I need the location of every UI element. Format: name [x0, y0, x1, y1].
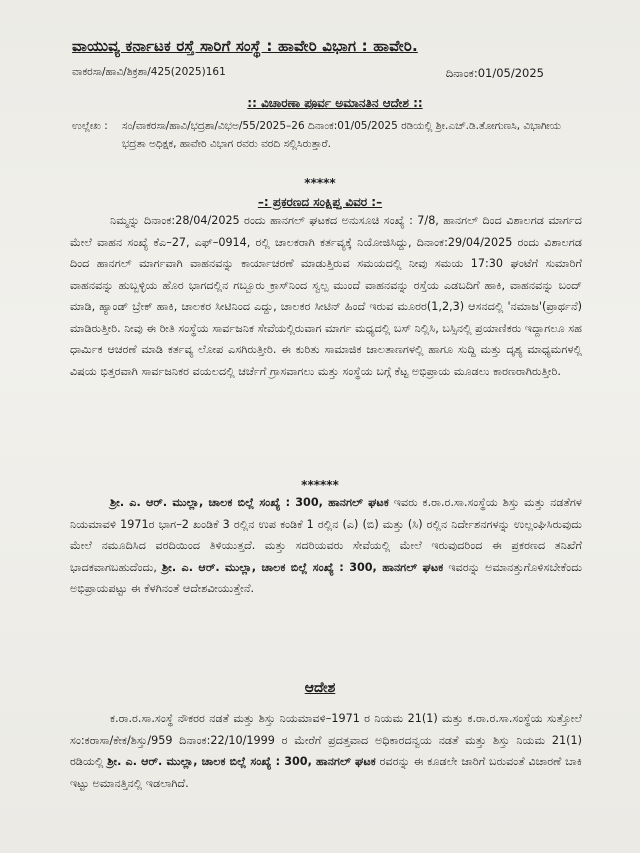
section-title: –: ಪ್ರಕರಣದ ಸಂಕ್ಷಿಪ್ತ ವಿವರ :– [257, 195, 383, 209]
finding-paragraph [70, 492, 582, 600]
case-summary-paragraph: ನಿಮ್ಮನ್ನು ದಿನಾಂಕ:28/04/2025 ರಂದು ಹಾನಗಲ್ ಘಟಕದ ಅನುಸೂಚಿ ಸಂಖ್ಯೆ : 7/8, ಹಾನಗಲ್ ದಿಂದ ವಿಶಾಲಗಡ ಮಾರ್ಗದ ಮೇಲೆ ವಾಹನ ಸಂಖ್ಯೆ ಕೆಎ–27, ಎಫ್–0914, ರಲ್ಲಿ ಚಾಲಕರಾಗಿ ಕರ್ತವ್ಯಕ್ಕೆ ನಿಯೋಜಿಸಿದ್ದು, ದಿನಾಂಕ:29/04/2025 ರಂದು ವಿಶಾಲಗಡ ದಿಂದ ಹಾನಗಲ್ ಮಾರ್ಗವಾಗಿ ವಾಹನವನ್ನು ಕಾರ್ಯಾಚರಣೆ ಮಾಡುತ್ತಿರುವ ಸಮಯದಲ್ಲಿ ನೀವು ಸಮಯ 17:30 ಘಂಟೆಗೆ ಸುಮಾರಿಗೆ ವಾಹನವನ್ನು ಹುಬ್ಬಳ್ಳಿಯ ಹೊರ ಭಾಗದಲ್ಲಿನ ಗಬ್ಬೂರು ಕ್ರಾಸ್‌ನಿಂದ ಸ್ವಲ್ಪ ಮುಂದೆ ವಾಹನವನ್ನು ರಸ್ತೆಯ ಎಡಬದಿಗೆ ಹಾಕಿ, ವಾಹನವನ್ನು ಬಂದ್ ಮಾಡಿ, ಹ್ಯಾಂಡ್ ಬ್ರೇಕ್ ಹಾಕಿ, ಚಾಲಕರ ಸೀಟಿನಿಂದ ಎದ್ದು, ಚಾಲಕರ ಸೀಟಿನ್ ಹಿಂದೆ ಇರುವ ಮೂರರ(1,2,3) ಆಸನದಲ್ಲಿ 'ನಮಾಜ'(ಪ್ರಾರ್ಥನೆ) ಮಾಡಿರುತ್ತೀರಿ. ನೀವು ಈ ರೀತಿ ಸಂಸ್ಥೆಯ ಸಾರ್ವಜನಿಕ ಸೇವೆಯಲ್ಲಿರುವಾಗ ಮಾರ್ಗ ಮಧ್ಯದಲ್ಲಿ ಬಸ್ ನಿಲ್ಲಿಸಿ, ಬಸ್ಸಿನಲ್ಲಿ ಪ್ರಯಾಣಿಕರು ಇದ್ದಾಗಲೂ ಸಹ ಧಾರ್ಮಿಕ ಆಚರಣೆ ಮಾಡಿ ಕರ್ತವ್ಯ ಲೋಪ ಎಸಗಿರುತ್ತೀರಿ. ಈ ಕುರಿತು ಸಾಮಾಜಿಕ ಜಾಲತಾಣಗಳಲ್ಲಿ ಹಾಗೂ ಸುದ್ದಿ ಮತ್ತು ದೃಶ್ಯ ಮಾಧ್ಯಮಗಳಲ್ಲಿ ವಿಷಯ ಭಿತ್ತರವಾಗಿ ಸಾರ್ವಜನಿಕರ ವಯಲದಲ್ಲಿ ಚರ್ಚೆಗೆ ಗ್ರಾಸವಾಗಲು ಮತ್ತು ಸಂಸ್ಥೆಯ ಬಗ್ಗೆ ಕೆಟ್ಟ ಅಭಿಪ್ರಾಯ ಮೂಡಲು ಕಾರಣರಾಗಿರುತ್ತೀರಿ. [70, 214, 582, 378]
order-heading: ಆದೇಶ [304, 680, 336, 696]
order-date: ದಿನಾಂಕ:01/05/2025 [445, 66, 544, 80]
employee-name: ಶ್ರೀ. ಎ. ಆರ್. ಮುಲ್ಲಾ, ಚಾಲಕ ಬಿಲ್ಲೆ ಸಂಖ್ಯೆ : 300, ಹಾನಗಲ್ ಘಟಕ [162, 560, 444, 574]
order-title: :: ವಿಚಾರಣಾ ಪೂರ್ವ ಅಮಾನತಿನ ಆದೇಶ :: [247, 96, 423, 110]
organization-header: ವಾಯುವ್ಯ ಕರ್ನಾಟಕ ರಸ್ತೆ ಸಾರಿಗೆ ಸಂಸ್ಥೆ : ಹಾವೇರಿ ವಿಭಾಗ : ಹಾವೇರಿ. [72, 37, 418, 55]
finding-text: ಇವರು ಕ.ರಾ.ರ.ಸಾ.ಸಂಸ್ಥೆಯ ಶಿಸ್ತು ಮತ್ತು ನಡತೆಗಳ ನಿಯಮಾವಳಿ 1971ರ ಭಾಗ–2 ಖಂಡಿಕೆ 3 ರಲ್ಲಿನ ಉಪ ಕಂಡಿಕೆ 1 ರಲ್ಲಿನ (ಎ) (ಬಿ) ಮತ್ತು (ಸಿ) ರಲ್ಲಿನ ನಿರ್ದೇಶನಗಳನ್ನು ಉಲ್ಲಂಘಿಸಿರುವುದು ಮೇಲೆ ನಮೂದಿಸಿದ ವರದಿಯಿಂದ ತಿಳಿಯುತ್ತದೆ. ಮತ್ತು ಸದರಿಯವರು ಸೇವೆಯಲ್ಲಿ ಮೇಲೆ ಇರುವುದರಿಂದ ಈ ಪ್ರಕರಣದ ತನಿಖೆಗೆ ಭಾದಕವಾಗಬಹುದೆಂದು, [70, 496, 582, 574]
reference-label: ಉಲ್ಲೇಖ : [72, 120, 108, 132]
reference-text: ಸಂ/ವಾಕರಸಾ/ಹಾವಿ/ಭದ್ರಶಾ/ವಿಭಅ/55/2025–26 ದಿನಾಂಕ:01/05/2025 ರಡಿಯಲ್ಲಿ ಶ್ರೀ.ಎಚ್.ಡಿ.ತೋಗುಣಸಿ, ವಿಭಾಗೀಯ ಭದ್ರತಾ ಅಧಿಕ್ಷಕ, ಹಾವೇರಿ ವಿಭಾಗ ರವರು ವರದಿ ಸಲ್ಲಿಸಿರುತ್ತಾರೆ. [122, 120, 562, 150]
finding-text: ಇವರನ್ನು ಅಮಾನತ್ತುಗೊಳಿಸಬೇಕೆಂದು ಅಭಿಪ್ರಾಯಪಟ್ಟು ಈ ಕೆಳಗಿನಂತೆ ಆದೇಶವೀಯುತ್ತೇನೆ. [70, 560, 583, 595]
employee-name: ಶ್ರೀ. ಎ. ಆರ್. ಮುಲ್ಲಾ, ಚಾಲಕ ಬಿಲ್ಲೆ ಸಂಖ್ಯೆ : 300, ಹಾನಗಲ್ ಘಟಕ [107, 755, 376, 768]
order-text: ಕ.ರಾ.ರ.ಸಾ.ಸಂಸ್ಥೆ ನೌಕರರ ನಡತೆ ಮತ್ತು ಶಿಸ್ತು ನಿಯಮಾವಳಿ–1971 ರ ನಿಯಮ 21(1) ಮತ್ತು ಕ.ರಾ.ರ.ಸಾ.ಸಂಸ್ಥೆಯ ಸುತ್ತೋಲೆ ಸಂ:ಕರಾಸಾ/ಕೇಕ/ಶಿಸ್ತು/959 ದಿನಾಂಕ:22/10/1999 ರ ಮೇರೆಗೆ ಪ್ರದತ್ತವಾದ ಅಧಿಕಾರದನ್ವಯ ನಡತೆ ಮತ್ತು ಶಿಸ್ತು ನಿಯಮ 21(1) ರಡಿಯಲ್ಲಿ [70, 712, 582, 768]
reference-number: ವಾಕರಸಾ/ಹಾವಿ/ಶಿಕ್ರಶಾ/425(2025)161 [72, 66, 226, 78]
employee-name: ಶ್ರೀ. ಎ. ಆರ್. ಮುಲ್ಲಾ, ಚಾಲಕ ಬಿಲ್ಲೆ ಸಂಖ್ಯೆ : 300, ಹಾನಗಲ್ ಘಟಕ [110, 496, 389, 509]
reference-block [72, 117, 582, 153]
order-paragraph [70, 708, 582, 794]
separator-stars: ****** [301, 478, 339, 492]
separator-stars: ***** [304, 176, 336, 190]
order-text: ರವರನ್ನು ಈ ಕೂಡಲೇ ಜಾರಿಗೆ ಬರುವಂತೆ ವಿಚಾರಣೆ ಬಾಕಿ ಇಟ್ಟು ಅಮಾನತ್ತಿನಲ್ಲಿ ಇಡಲಾಗಿದೆ. [70, 755, 582, 790]
